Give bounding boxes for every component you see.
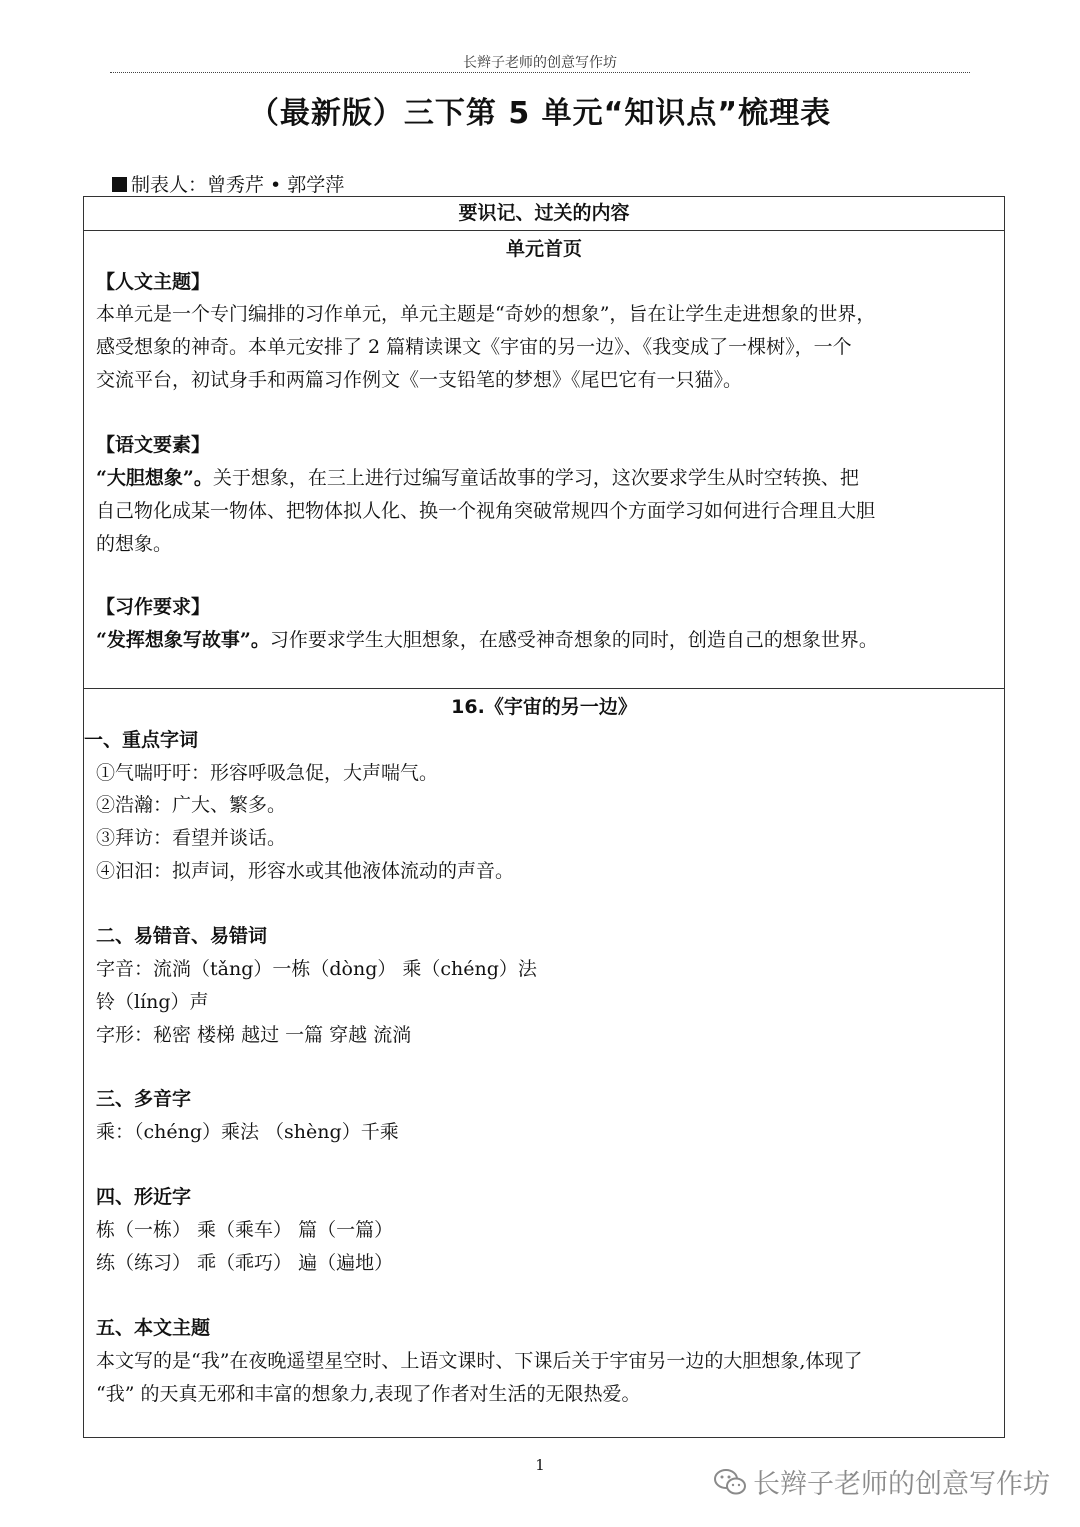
paragraph-line: 自己物化成某一物体、把物体拟人化、换一个视角突破常规四个方面学习如何进行合理且大胆 — [96, 500, 876, 522]
paragraph-text: 关于想象，在三上进行过编写童话故事的学习，这次要求学生从时空转换、把 — [212, 467, 859, 489]
list-item: 乘：（chéng）乘法 （shèng）千乘 — [96, 1121, 399, 1143]
list-item: 字形：秘密 楼梯 越过 一篇 穿越 流淌 — [96, 1024, 412, 1046]
emphasis: “大胆想象”。 — [96, 467, 213, 489]
table-header: 要识记、过关的内容 — [84, 197, 1004, 231]
lesson-title: 16.《宇宙的另一边》 — [451, 696, 637, 718]
paragraph-text: 习作要求学生大胆想象，在感受神奇想象的同时，创造自己的想象世界。 — [269, 629, 878, 651]
heading-language-elements: 【语文要素】 — [96, 434, 211, 456]
paragraph-line: 本单元是一个专门编排的习作单元，单元主题是“奇妙的想象”，旨在让学生走进想象的世界， — [96, 303, 876, 325]
knowledge-table — [83, 196, 1005, 1438]
heading-similar-chars: 四、形近字 — [96, 1186, 192, 1208]
heading-key-words: 一、重点字词 — [84, 729, 199, 751]
heading-theme: 【人文主题】 — [96, 271, 211, 293]
section-unit-overview — [84, 231, 1004, 689]
paragraph-line: 本文写的是“我”在夜晚遥望星空时、上语文课时、下课后关于宇宙另一边的大胆想象,体现了 — [96, 1350, 863, 1372]
heading-writing-requirement: 【习作要求】 — [96, 596, 211, 618]
heading-polyphones: 三、多音字 — [96, 1088, 192, 1110]
watermark — [713, 1462, 1050, 1501]
maker-line — [112, 170, 344, 197]
square-bullet-icon — [112, 177, 127, 192]
section-lesson-16 — [84, 689, 1004, 1437]
watermark-text: 长辫子老师的创意写作坊 — [753, 1469, 1050, 1500]
header-rule — [110, 72, 970, 73]
list-item: 练（练习） 乖（乖巧） 遍（遍地） — [96, 1252, 394, 1274]
list-item: ③拜访：看望并谈话。 — [96, 827, 287, 849]
list-item: ①气喘吁吁：形容呼吸急促，大声喘气。 — [96, 762, 439, 784]
running-header: 长辫子老师的创意写作坊 — [463, 55, 617, 71]
paragraph-line — [96, 624, 996, 656]
paragraph-line: “我” 的天真无邪和丰富的想象力,表现了作者对生活的无限热爱。 — [96, 1383, 641, 1405]
document-title: （最新版）三下第 5 单元“知识点”梳理表 — [248, 96, 832, 131]
paragraph-line: 交流平台，初试身手和两篇习作例文《一支铅笔的梦想》《尾巴它有一只猫》。 — [96, 369, 743, 391]
list-item: ④汩汩：拟声词，形容水或其他液体流动的声音。 — [96, 860, 515, 882]
page-number: 1 — [535, 1456, 545, 1474]
paragraph-line — [96, 462, 996, 494]
list-item: ②浩瀚：广大、繁多。 — [96, 794, 287, 816]
section-title: 单元首页 — [505, 238, 582, 260]
paragraph-line: 感受想象的神奇。本单元安排了 2 篇精读课文《宇宙的另一边》、《我变成了一棵树》，一个 — [96, 336, 852, 358]
heading-theme-of-text: 五、本文主题 — [96, 1317, 211, 1339]
heading-error-prone: 二、易错音、易错词 — [96, 925, 268, 947]
maker-text: 制表人：曾秀芹 • 郭学萍 — [131, 174, 345, 196]
emphasis: “发挥想象写故事”。 — [96, 629, 270, 651]
wechat-icon — [713, 1468, 747, 1496]
list-item: 字音：流淌（tǎng）一栋（dòng） 乘（chéng）法 — [96, 958, 537, 980]
list-item: 铃（líng）声 — [96, 991, 209, 1013]
list-item: 栋（一栋） 乘（乘车） 篇（一篇） — [96, 1219, 394, 1241]
paragraph-line: 的想象。 — [96, 533, 173, 555]
